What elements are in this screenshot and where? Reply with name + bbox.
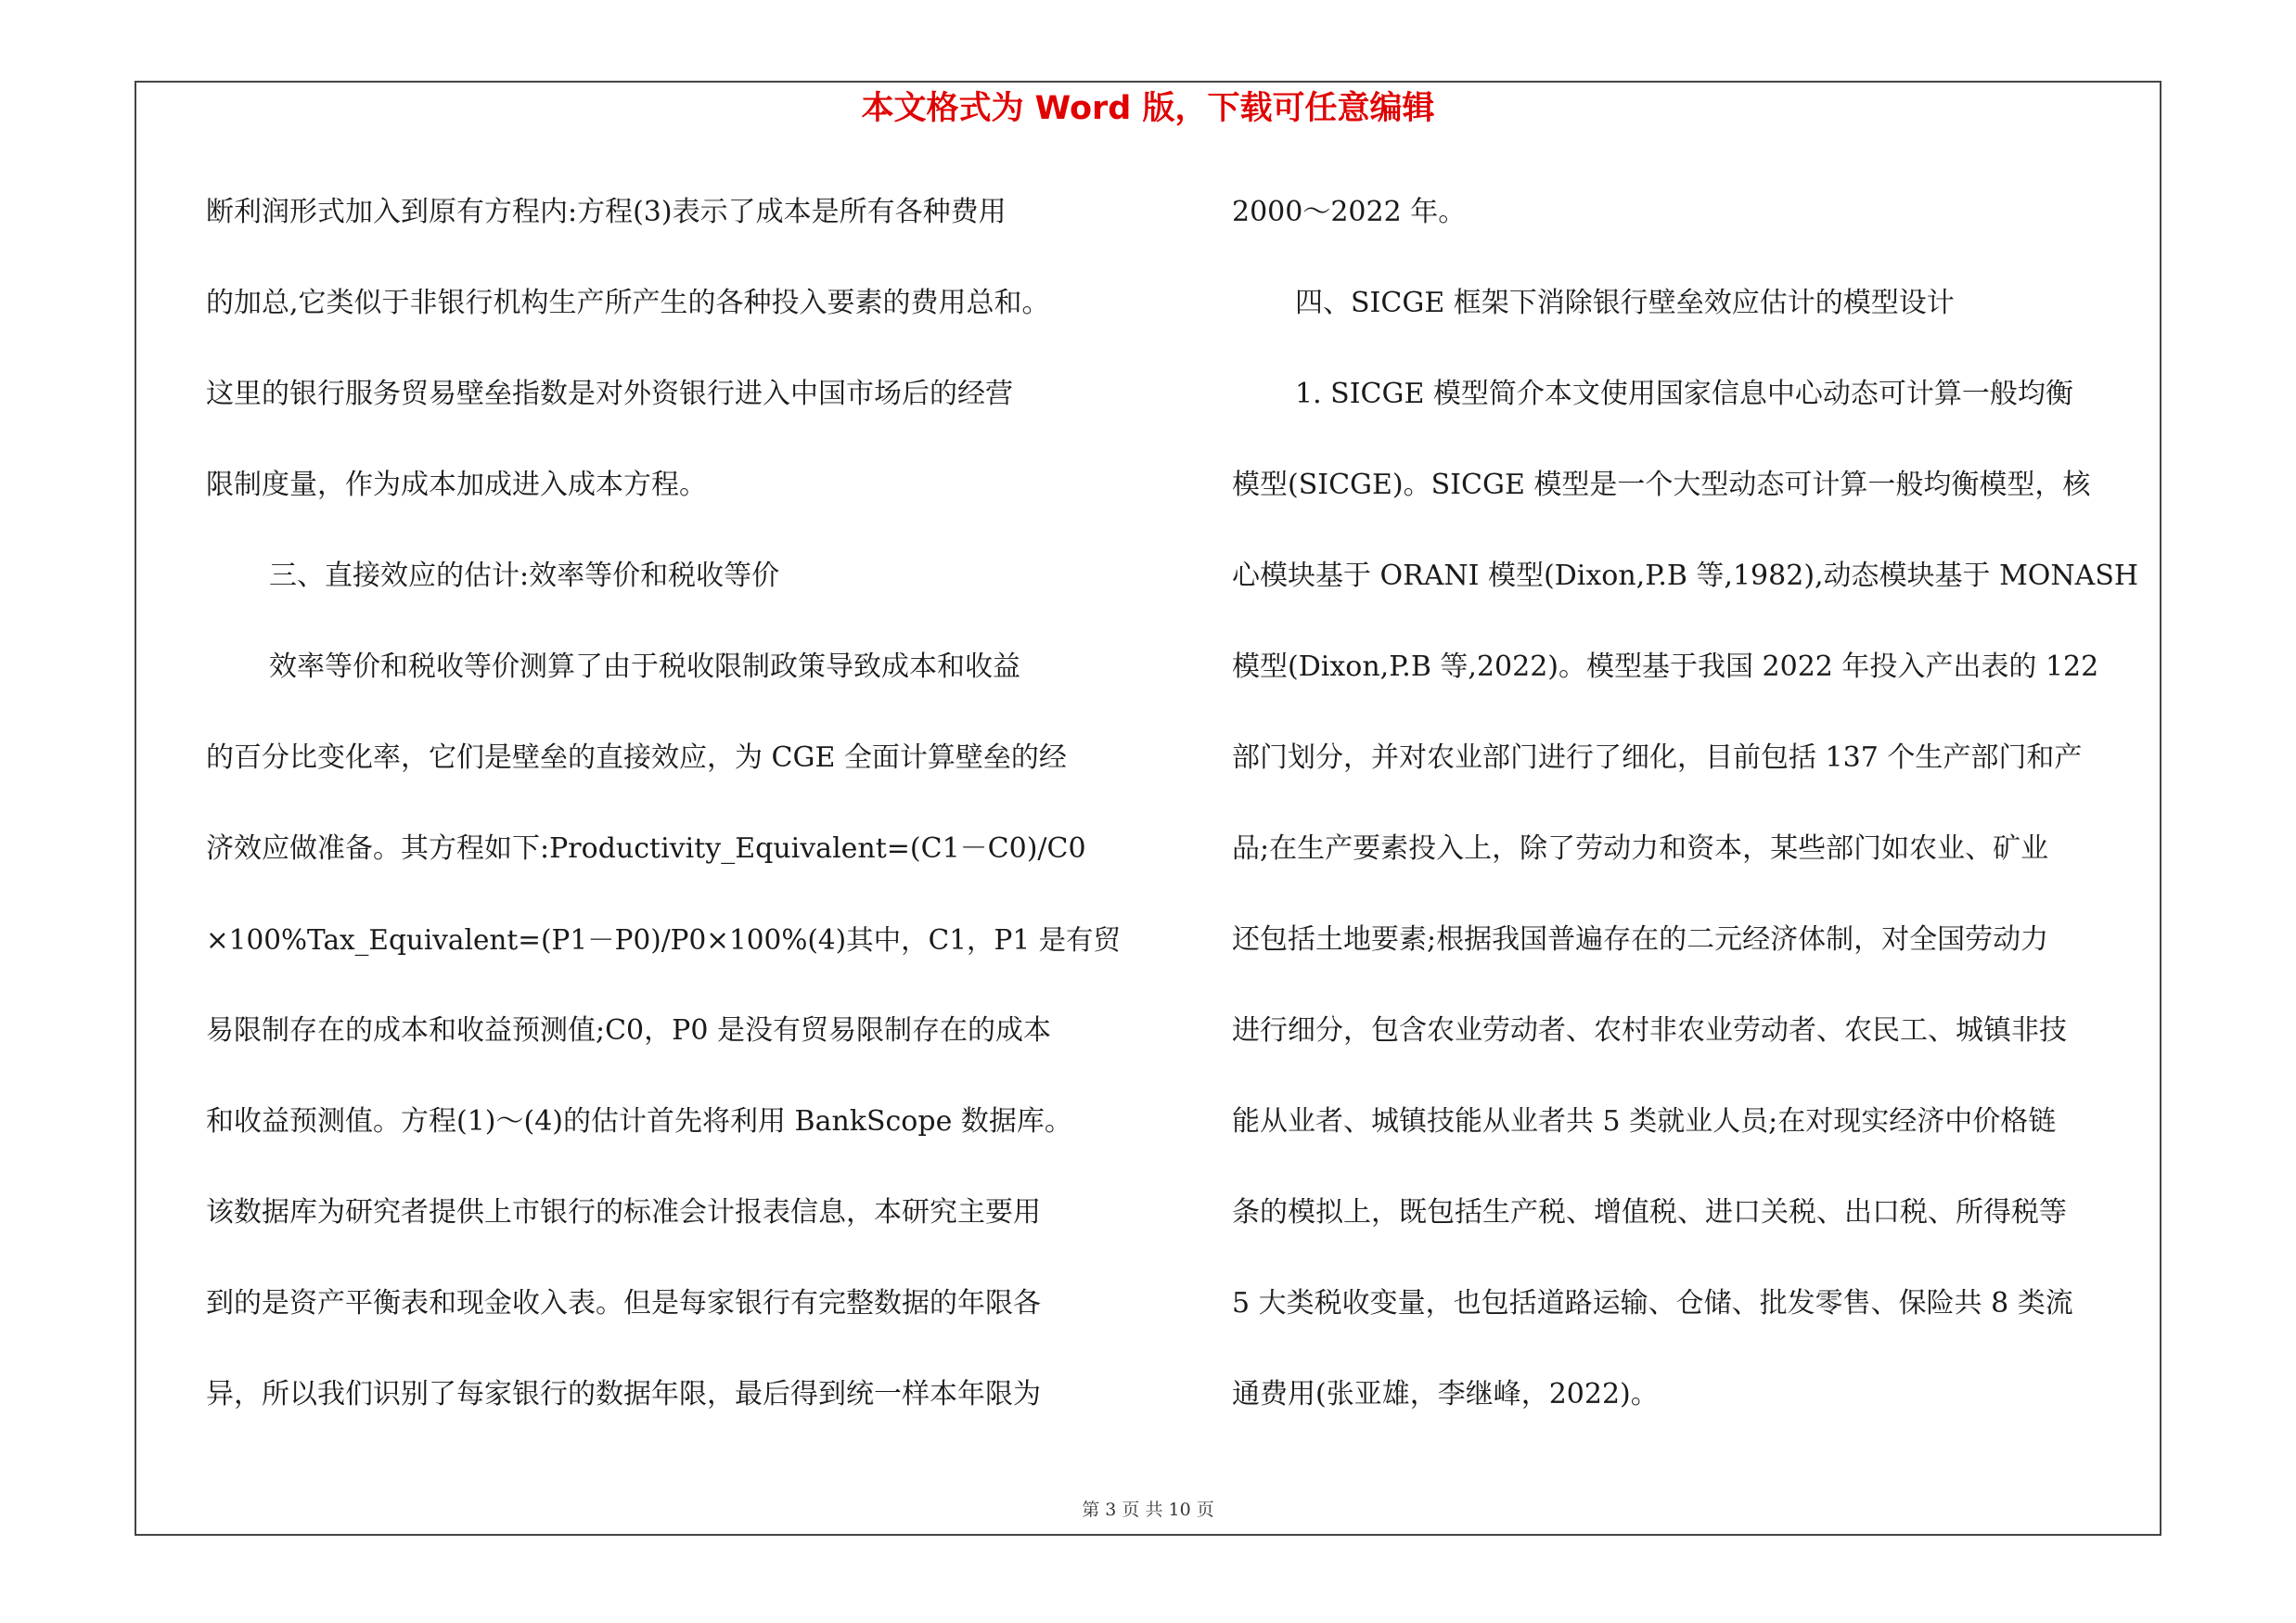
left-line-7: 的百分比变化率，它们是壁垒的直接效应，为 CGE 全面计算壁垒的经 — [206, 741, 1067, 774]
left-line-6: 效率等价和税收等价测算了由于税收限制政策导致成本和收益 — [269, 650, 1020, 683]
right-line-8: 品;在生产要素投入上，除了劳动力和资本，某些部门如农业、矿业 — [1232, 832, 2049, 865]
right-line-12: 条的模拟上，既包括生产税、增值税、进口关税、出口税、所得税等 — [1232, 1196, 2067, 1229]
left-line-14: 异，所以我们识别了每家银行的数据年限，最后得到统一样本年限为 — [206, 1378, 1041, 1410]
left-line-2: 的加总,它类似于非银行机构生产所产生的各种投入要素的费用总和。 — [206, 287, 1050, 319]
left-column — [206, 184, 1124, 1457]
right-line-11: 能从业者、城镇技能从业者共 5 类就业人员;在对现实经济中价格链 — [1232, 1105, 2057, 1138]
right-line-9: 还包括土地要素;根据我国普遍存在的二元经济体制，对全国劳动力 — [1232, 923, 2049, 956]
section-heading-4: 四、SICGE 框架下消除银行壁垒效应估计的模型设计 — [1295, 287, 1955, 319]
right-line-13: 5 大类税收变量，也包括道路运输、仓储、批发零售、保险共 8 类流 — [1232, 1287, 2073, 1320]
right-line-4: 模型(SICGE)。SICGE 模型是一个大型动态可计算一般均衡模型，核 — [1232, 469, 2091, 501]
right-line-10: 进行细分，包含农业劳动者、农村非农业劳动者、农民工、城镇非技 — [1232, 1014, 2067, 1047]
header-banner: 本文格式为 Word 版，下载可任意编辑 — [861, 90, 1435, 127]
right-line-14: 通费用(张亚雄，李继峰，2022)。 — [1232, 1378, 1659, 1410]
page-footer: 第 3 页 共 10 页 — [1082, 1500, 1214, 1520]
right-line-1: 2000～2022 年。 — [1232, 196, 1467, 228]
right-line-7: 部门划分，并对农业部门进行了细化，目前包括 137 个生产部门和产 — [1232, 741, 2083, 774]
left-line-13: 到的是资产平衡表和现金收入表。但是每家银行有完整数据的年限各 — [206, 1287, 1041, 1320]
left-line-3: 这里的银行服务贸易壁垒指数是对外资银行进入中国市场后的经营 — [206, 378, 1013, 410]
left-line-12: 该数据库为研究者提供上市银行的标准会计报表信息，本研究主要用 — [206, 1196, 1041, 1229]
right-line-3: 1. SICGE 模型简介本文使用国家信息中心动态可计算一般均衡 — [1295, 378, 2073, 410]
left-line-1: 断利润形式加入到原有方程内:方程(3)表示了成本是所有各种费用 — [206, 196, 1007, 228]
right-line-5: 心模块基于 ORANI 模型(Dixon,P.B 等,1982),动态模块基于 MONASH — [1232, 560, 2139, 592]
right-line-6: 模型(Dixon,P.B 等,2022)。模型基于我国 2022 年投入产出表的 122 — [1232, 650, 2099, 683]
left-line-4: 限制度量，作为成本加成进入成本方程。 — [206, 469, 707, 501]
left-line-11: 和收益预测值。方程(1)～(4)的估计首先将利用 BankScope 数据库。 — [206, 1105, 1072, 1138]
left-line-9: ×100%Tax_Equivalent=(P1－P0)/P0×100%(4)其中，C1，P1 是有贸 — [206, 924, 1121, 956]
left-line-8: 济效应做准备。其方程如下:Productivity_Equivalent=(C1－C0)/C0 — [206, 832, 1086, 865]
left-line-10: 易限制存在的成本和收益预测值;C0，P0 是没有贸易限制存在的成本 — [206, 1014, 1051, 1047]
section-heading-3: 三、直接效应的估计:效率等价和税收等价 — [269, 560, 780, 592]
right-column — [1232, 184, 2150, 1457]
